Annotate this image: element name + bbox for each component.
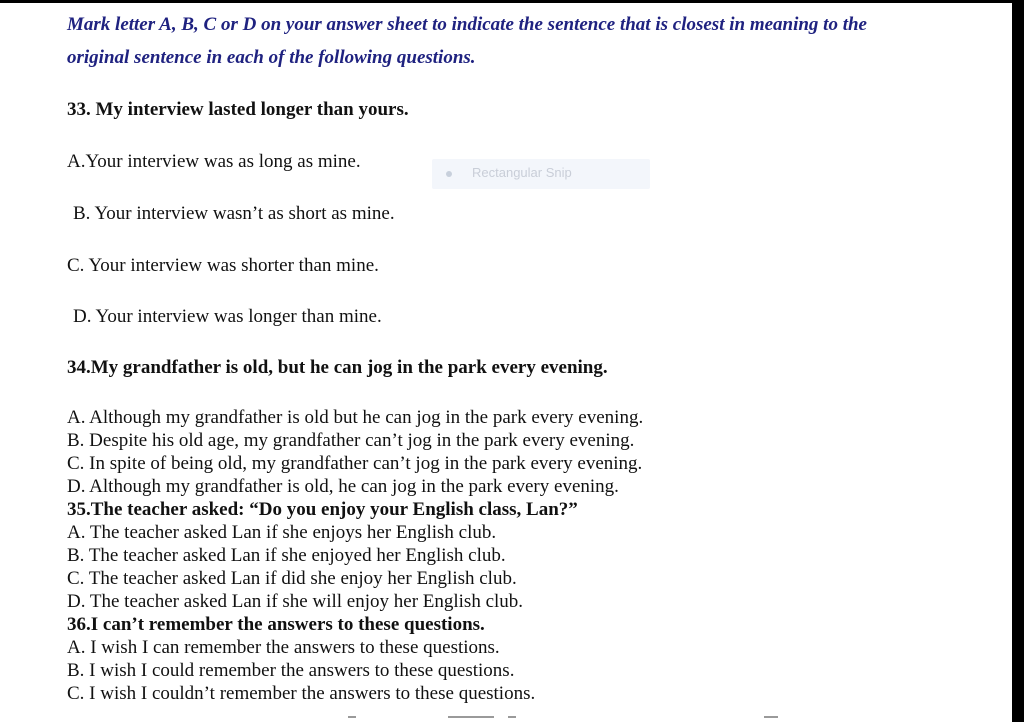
question-34-option-d: D. Although my grandfather is old, he can jog in the park every evening. <box>67 476 619 497</box>
question-34-option-a: A. Although my grandfather is old but he can jog in the park every evening. <box>67 407 644 428</box>
instruction-line-2: original sentence in each of the following questions. <box>67 47 476 68</box>
rectangular-snip-tooltip <box>432 159 650 189</box>
question-35-option-d: D. The teacher asked Lan if she will enjoy her English club. <box>67 591 524 612</box>
question-34-option-c: C. In spite of being old, my grandfather can’t jog in the park every evening. <box>67 453 643 474</box>
right-border <box>1012 0 1024 722</box>
question-35-stem: 35.The teacher asked: “Do you enjoy your English class, Lan?” <box>67 499 578 520</box>
question-34-stem: 34.My grandfather is old, but he can jog in the park every evening. <box>67 357 608 378</box>
question-33-option-d: D. Your interview was longer than mine. <box>73 306 382 327</box>
question-36-option-c: C. I wish I couldn’t remember the answers to these questions. <box>67 683 536 704</box>
question-33-option-b: B. Your interview wasn’t as short as mine. <box>73 203 395 224</box>
cutoff-text-line <box>300 716 780 722</box>
question-35-option-b: B. The teacher asked Lan if she enjoyed her English club. <box>67 545 506 566</box>
question-35-option-c: C. The teacher asked Lan if did she enjoy her English club. <box>67 568 517 589</box>
question-33-option-a: A.Your interview was as long as mine. <box>67 151 361 172</box>
question-33-stem: 33. My interview lasted longer than yours. <box>67 99 409 120</box>
question-36-option-a: A. I wish I can remember the answers to these questions. <box>67 637 500 658</box>
question-36-option-b: B. I wish I could remember the answers to these questions. <box>67 660 515 681</box>
question-33-option-c: C. Your interview was shorter than mine. <box>67 255 379 276</box>
question-36-stem: 36.I can’t remember the answers to these questions. <box>67 614 485 635</box>
instruction-line-1: Mark letter A, B, C or D on your answer sheet to indicate the sentence that is closest in meaning to the <box>67 14 867 35</box>
question-34-option-b: B. Despite his old age, my grandfather can’t jog in the park every evening. <box>67 430 635 451</box>
question-35-option-a: A. The teacher asked Lan if she enjoys her English club. <box>67 522 497 543</box>
snip-icon <box>446 171 452 177</box>
instruction-text <box>67 8 967 74</box>
snip-label: Rectangular Snip <box>472 165 572 180</box>
top-border <box>0 0 1024 3</box>
